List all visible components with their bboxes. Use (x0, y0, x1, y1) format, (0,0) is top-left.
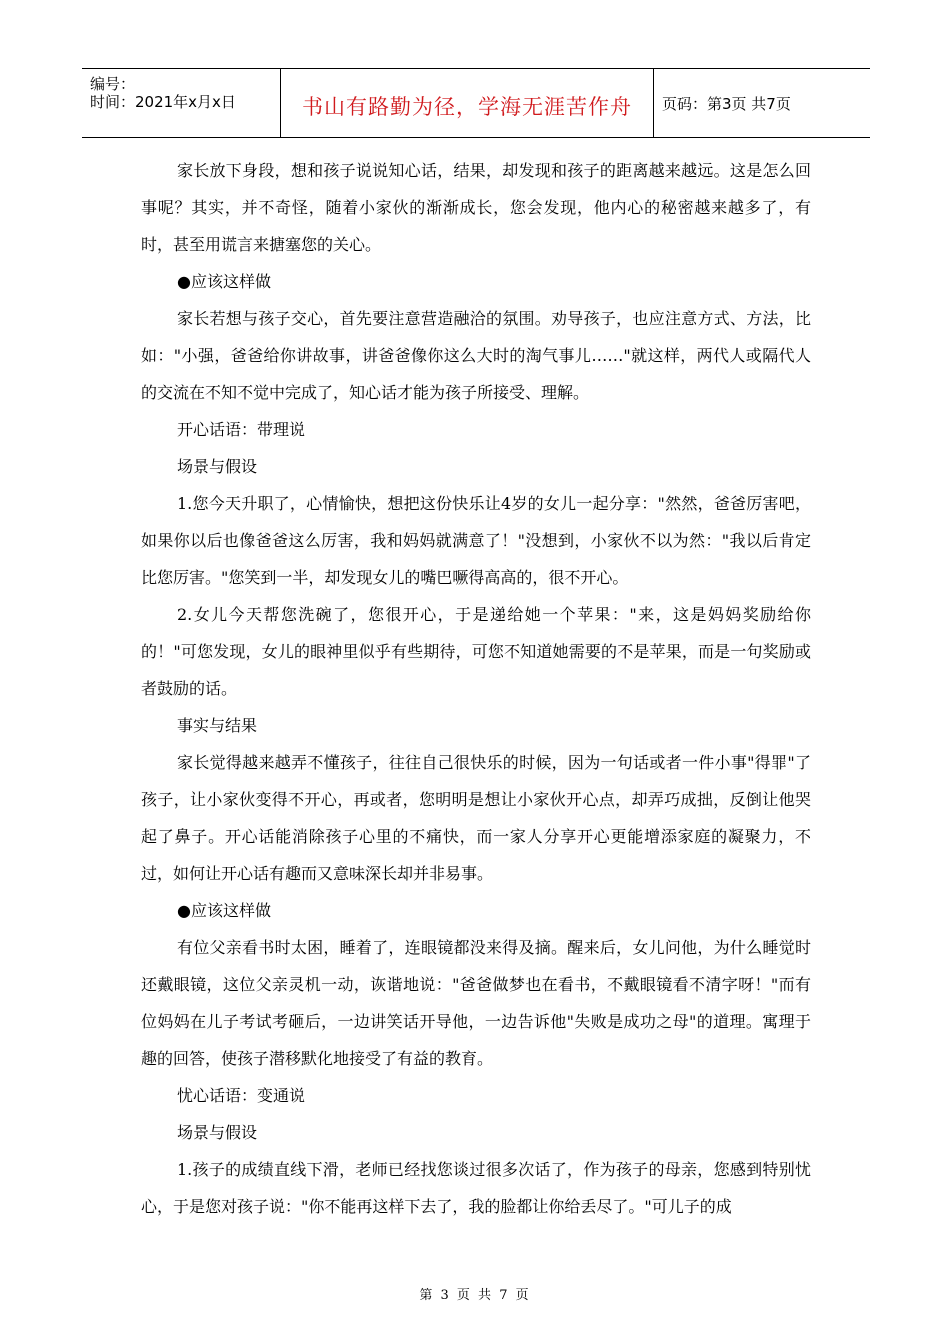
section-heading: 场景与假设 (177, 457, 258, 476)
paragraph: 家长觉得越来越弄不懂孩子，往往自己很快乐的时候，因为一句话或者一件小事"得罪"了孩子，让小家伙变得不开心，再或者，您明明是想让小家伙开心点，却弄巧成拙，反倒让他哭起了鼻子。开心话能消除孩子心里的不痛快，而一家人分享开心更能增添家庭的凝聚力，不过，如何让开心话有趣而又意味深长却并非易事。 (141, 753, 811, 883)
paragraph: 家长放下身段，想和孩子说说知心话，结果，却发现和孩子的距离越来越远。这是怎么回事呢？其实，并不奇怪，随着小家伙的渐渐成长，您会发现，他内心的秘密越来越多了，有时，甚至用谎言来搪塞您的关心。 (141, 161, 811, 254)
motto-text: 书山有路勤为径，学海无涯苦作舟 (302, 95, 632, 119)
page-code: 页码：第3页 共7页 (662, 95, 791, 113)
section-heading: 忧心话语：变通说 (177, 1086, 306, 1105)
section-heading: ●应该这样做 (177, 272, 271, 291)
paragraph: 1.您今天升职了，心情愉快，想把这份快乐让4岁的女儿一起分享："然然，爸爸厉害吧，如果你以后也像爸爸这么厉害，我和妈妈就满意了！"没想到，小家伙不以为然："我以后肯定比您厉害。"您笑到一半，却发现女儿的嘴巴噘得高高的，很不开心。 (141, 494, 811, 587)
paragraph: 1.孩子的成绩直线下滑，老师已经找您谈过很多次话了，作为孩子的母亲，您感到特别忧心，于是您对孩子说："你不能再这样下去了，我的脸都让你给丢尽了。"可儿子的成 (141, 1160, 811, 1216)
header-page-cell (654, 69, 870, 137)
paragraph: 家长若想与孩子交心，首先要注意营造融洽的氛围。劝导孩子，也应注意方式、方法，比如："小强，爸爸给你讲故事，讲爸爸像你这么大时的淘气事儿……"就这样，两代人或隔代人的交流在不知不觉中完成了，知心话才能为孩子所接受、理解。 (141, 309, 811, 402)
header-motto-cell (281, 69, 654, 137)
section-heading: 场景与假设 (177, 1123, 258, 1142)
header-info-cell (82, 69, 281, 137)
section-heading: ●应该这样做 (177, 901, 271, 920)
section-heading: 事实与结果 (177, 716, 258, 735)
page-header (82, 68, 870, 138)
serial-label: 编号： (90, 75, 136, 93)
date-text: 时间：2021年x月x日 (90, 93, 236, 111)
paragraph: 2.女儿今天帮您洗碗了，您很开心，于是递给她一个苹果："来，这是妈妈奖励给你的！"可您发现，女儿的眼神里似乎有些期待，可您不知道她需要的不是苹果，而是一句奖励或者鼓励的话。 (141, 605, 811, 698)
paragraph: 有位父亲看书时太困，睡着了，连眼镜都没来得及摘。醒来后，女儿问他，为什么睡觉时还戴眼镜，这位父亲灵机一动，诙谐地说："爸爸做梦也在看书，不戴眼镜看不清字呀！"而有位妈妈在儿子考试考砸后，一边讲笑话开导他，一边告诉他"失败是成功之母"的道理。寓理于趣的回答，使孩子潜移默化地接受了有益的教育。 (141, 938, 811, 1068)
document-body (141, 152, 811, 1225)
section-heading: 开心话语：带理说 (177, 420, 306, 439)
page-footer: 第 3 页 共 7 页 (419, 1288, 531, 1303)
